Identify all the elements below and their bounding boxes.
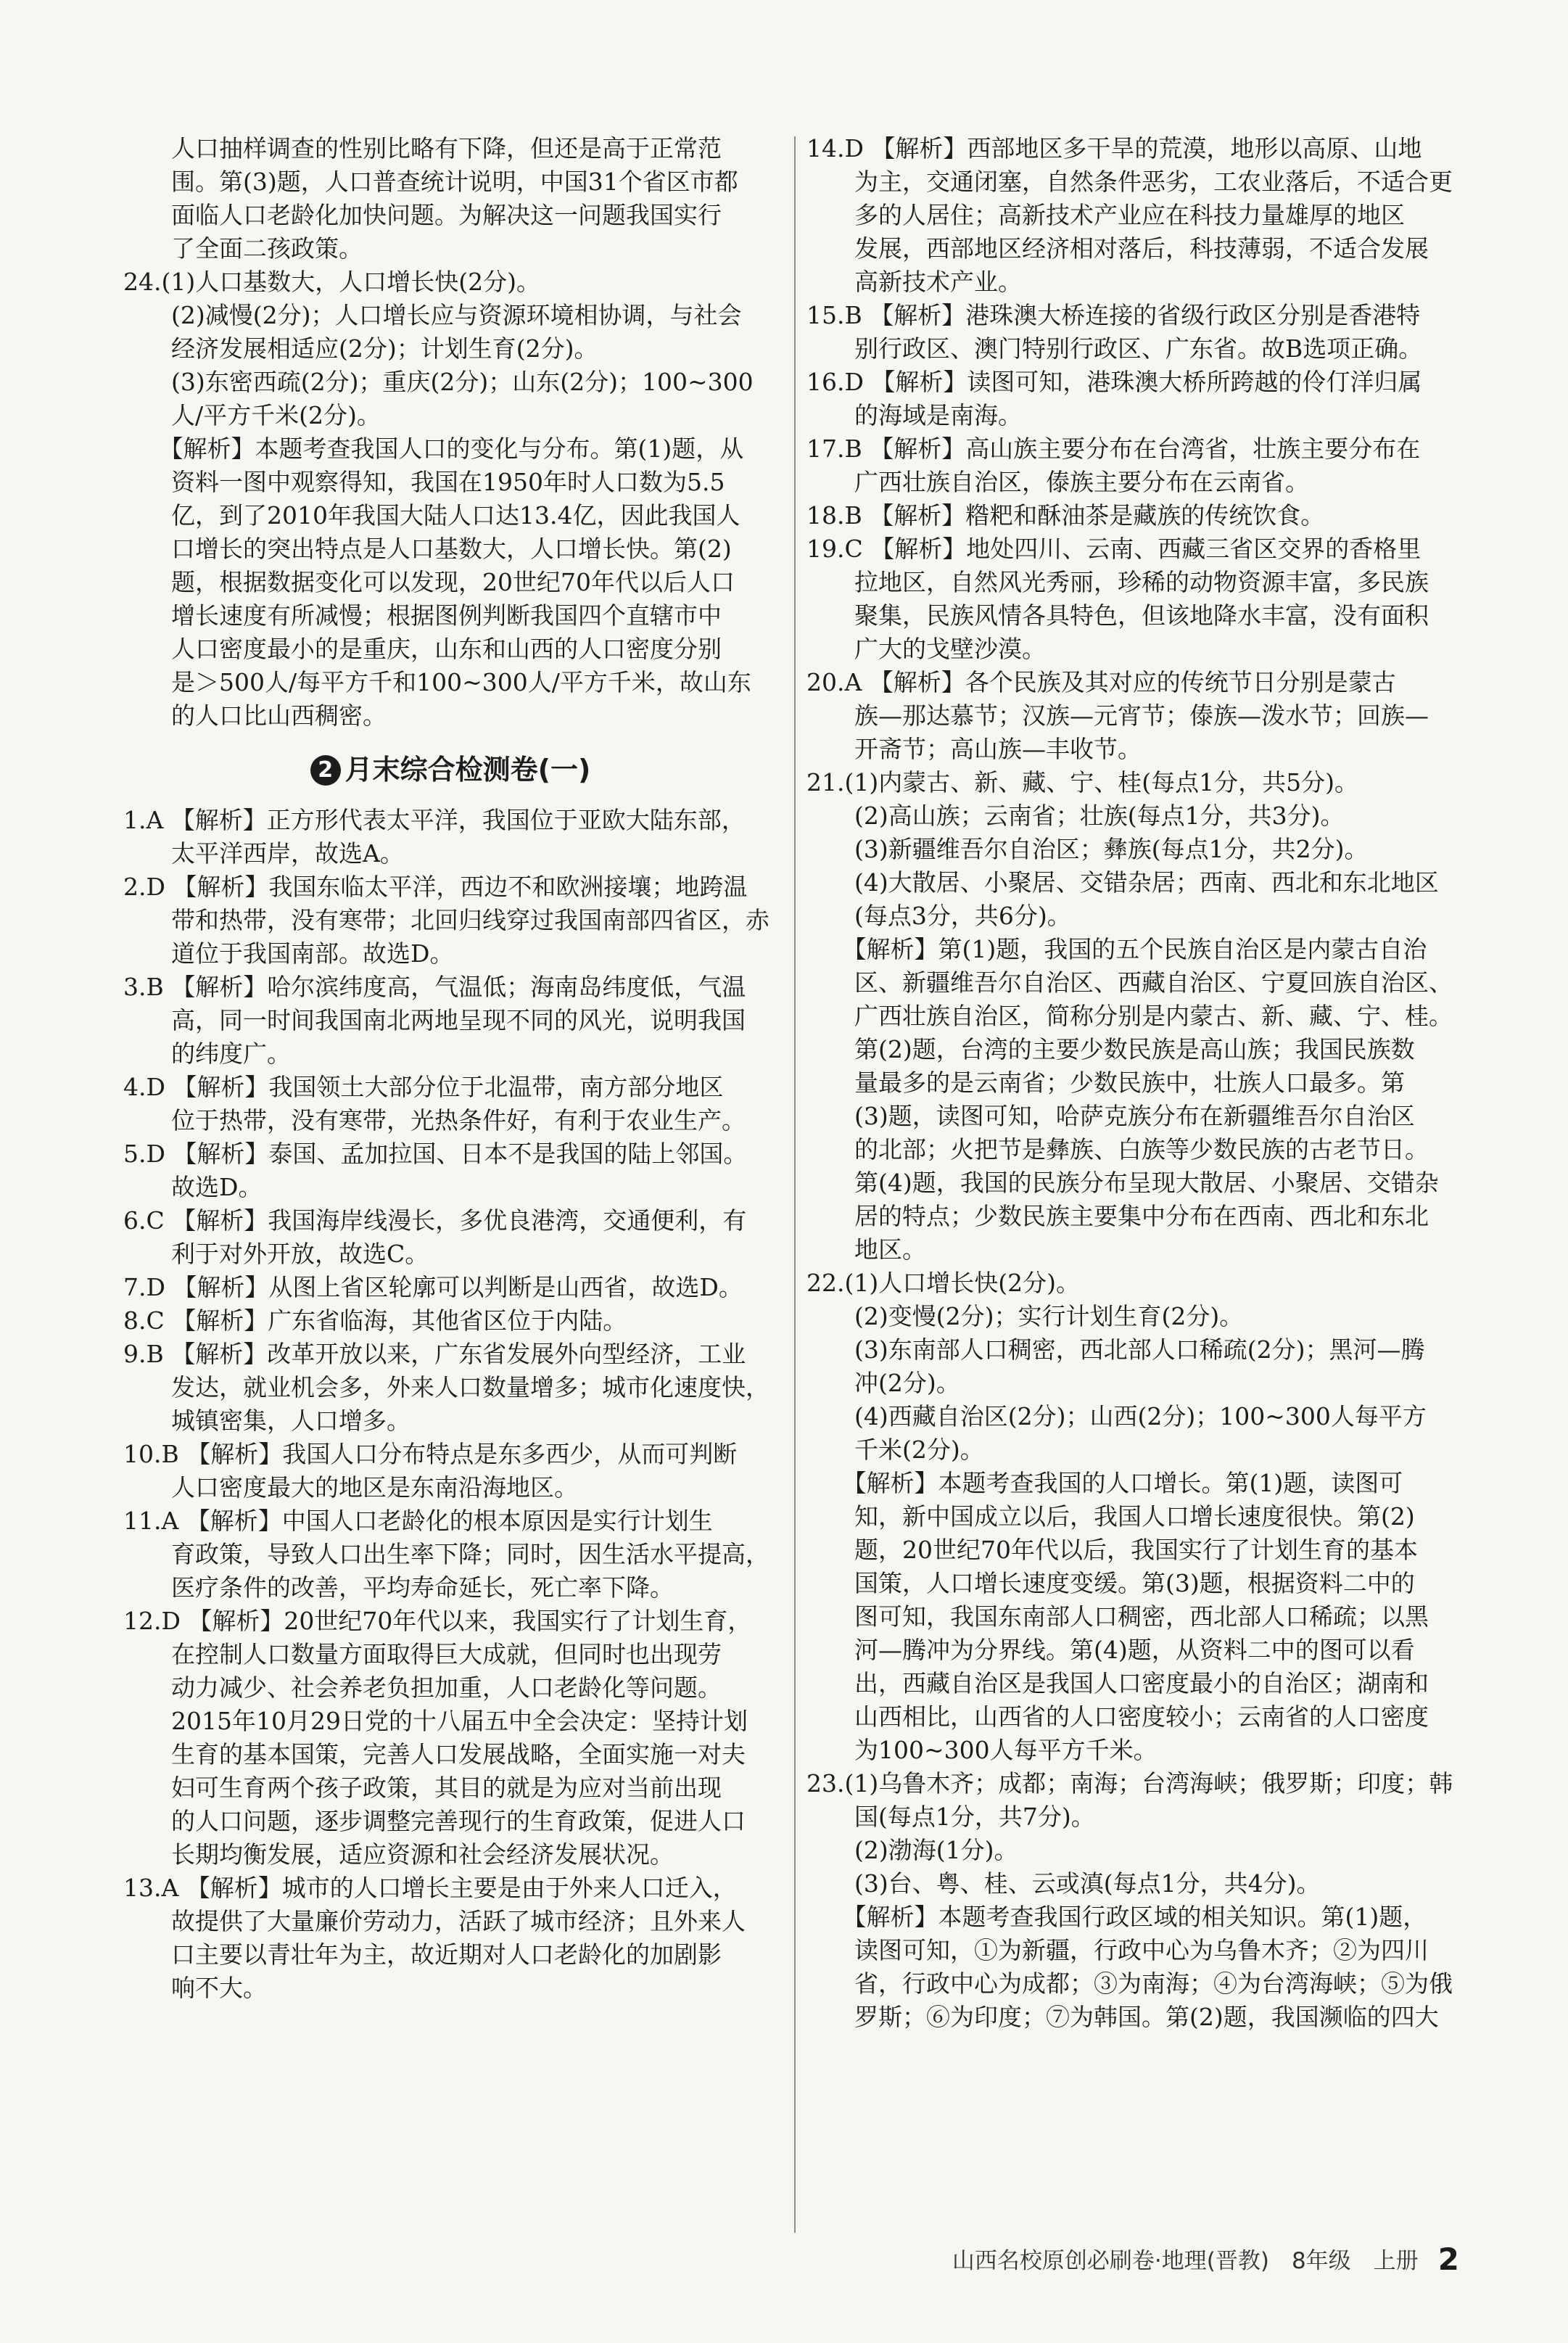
text-line: 17.B 【解析】高山族主要分布在台湾省，壮族主要分布在 — [806, 435, 1421, 463]
text-line: 聚集，民族风情各具特色，但该地降水丰富，没有面积 — [806, 601, 1429, 630]
text-line: 冲(2分)。 — [806, 1369, 960, 1397]
text-line: 广西壮族自治区，傣族主要分布在云南省。 — [806, 468, 1309, 496]
text-line: 在控制人口数量方面取得巨大成就，但同时也出现劳 — [123, 1640, 722, 1668]
text-line: 资料一图中观察得知，我国在1950年时人口数为5.5 — [123, 468, 725, 496]
text-line: (3)新疆维吾尔自治区；彝族(每点1分，共2分)。 — [806, 835, 1369, 863]
text-line: 育政策，导致人口出生率下降；同时，因生活水平提高， — [123, 1540, 769, 1568]
footer-book-title: 山西名校原创必刷卷·地理(晋教) 8年级 上册 — [952, 2248, 1419, 2274]
text-line: 广西壮族自治区，简称分别是内蒙古、新、藏、宁、桂。 — [806, 1002, 1453, 1030]
text-line: 的人口问题，逐步调整完善现行的生育政策，促进人口 — [123, 1807, 746, 1835]
text-line: (2)变慢(2分)；实行计划生育(2分)。 — [806, 1302, 1244, 1330]
text-line: 长期均衡发展，适应资源和社会经济发展状况。 — [123, 1840, 674, 1869]
text-line: 2.D 【解析】我国东临太平洋，西边不和欧洲接壤；地跨温 — [123, 873, 748, 901]
text-line: (3)东南部人口稠密，西北部人口稀疏(2分)；黑河—腾 — [806, 1335, 1425, 1364]
text-line: 响不大。 — [123, 1974, 267, 2002]
text-line: 图可知，我国东南部人口稠密，西北部人口稀疏；以黑 — [806, 1602, 1429, 1631]
text-line: 动力减少、社会养老负担加重，人口老龄化等问题。 — [123, 1673, 722, 1702]
text-line: 广大的戈壁沙漠。 — [806, 635, 1046, 663]
text-line: 开斋节；高山族—丰收节。 — [806, 735, 1142, 763]
text-line: 医疗条件的改善，平均寿命延长，死亡率下降。 — [123, 1573, 674, 1602]
text-line: 了全面二孩政策。 — [123, 234, 363, 263]
text-line: 为主，交通闭塞，自然条件恶劣，工农业落后，不适合更 — [806, 168, 1453, 196]
text-line: 人口抽样调查的性别比略有下降，但还是高于正常范 — [123, 134, 722, 162]
text-line: 围。第(3)题，人口普查统计说明，中国31个省区市都 — [123, 168, 738, 196]
section-title-text: 月末综合检测卷(一) — [344, 754, 591, 786]
text-line: (3)东密西疏(2分)；重庆(2分)；山东(2分)；100~300 — [123, 368, 754, 396]
text-line: 太平洋西岸，故选A。 — [123, 839, 404, 868]
text-line: 量最多的是云南省；少数民族中，壮族人口最多。第 — [806, 1068, 1405, 1097]
text-line: 18.B 【解析】糌粑和酥油茶是藏族的传统饮食。 — [806, 501, 1325, 530]
text-line: 千米(2分)。 — [806, 1436, 984, 1464]
text-line: 4.D 【解析】我国领土大部分位于北温带，南方部分地区 — [123, 1073, 724, 1101]
text-line: 14.D 【解析】西部地区多干旱的荒漠，地形以高原、山地 — [806, 134, 1422, 162]
text-line: 罗斯；⑥为印度；⑦为韩国。第(2)题，我国濒临的四大 — [806, 2003, 1439, 2031]
text-line: 增长速度有所减慢；根据图例判断我国四个直辖市中 — [123, 601, 722, 630]
text-line: 口主要以青壮年为主，故近期对人口老龄化的加剧影 — [123, 1940, 722, 1969]
text-line: 国(每点1分，共7分)。 — [806, 1803, 1095, 1831]
text-line: 经济发展相适应(2分)；计划生育(2分)。 — [123, 334, 598, 363]
text-line: 【解析】本题考查我国行政区域的相关知识。第(1)题， — [806, 1903, 1427, 1931]
text-line: 发展，西部地区经济相对落后，科技薄弱，不适合发展 — [806, 234, 1429, 263]
text-line: 第(4)题，我国的民族分布呈现大散居、小聚居、交错杂 — [806, 1169, 1439, 1197]
text-line: 面临人口老龄化加快问题。为解决这一问题我国实行 — [123, 201, 722, 229]
text-line: 族—那达慕节；汉族—元宵节；傣族—泼水节；回族— — [806, 701, 1429, 730]
text-line: (3)题，读图可知，哈萨克族分布在新疆维吾尔自治区 — [806, 1102, 1415, 1130]
page-footer — [879, 2241, 1459, 2278]
text-line: 城镇密集，人口增多。 — [123, 1407, 410, 1435]
text-line: 高新技术产业。 — [806, 268, 1022, 296]
text-line: 道位于我国南部。故选D。 — [123, 939, 454, 968]
text-line: 22.(1)人口增长快(2分)。 — [806, 1269, 1080, 1297]
text-line: 题，根据数据变化可以发现，20世纪70年代以后人口 — [123, 568, 735, 596]
text-line: 15.B 【解析】港珠澳大桥连接的省级行政区分别是香港特 — [806, 301, 1421, 329]
page-number: 2 — [1437, 2241, 1459, 2277]
text-line: 带和热带，没有寒带；北回归线穿过我国南部四省区，赤 — [123, 906, 769, 934]
text-line: 的北部；火把节是彝族、白族等少数民族的古老节日。 — [806, 1135, 1429, 1164]
text-line: 故选D。 — [123, 1173, 263, 1201]
text-line: 高，同一时间我国南北两地呈现不同的风光，说明我国 — [123, 1006, 746, 1034]
text-line: 【解析】第(1)题，我国的五个民族自治区是内蒙古自治 — [806, 935, 1427, 963]
text-line: 河—腾冲为分界线。第(4)题，从资料二中的图可以看 — [806, 1636, 1415, 1664]
text-line: 3.B 【解析】哈尔滨纬度高，气温低；海南岛纬度低，气温 — [123, 973, 746, 1001]
text-line: 山西相比，山西省的人口密度较小；云南省的人口密度 — [806, 1702, 1429, 1731]
text-line: (3)台、粤、桂、云或滇(每点1分，共4分)。 — [806, 1869, 1321, 1898]
text-line: 7.D 【解析】从图上省区轮廓可以判断是山西省，故选D。 — [123, 1273, 743, 1301]
text-line: (2)渤海(1分)。 — [806, 1836, 1018, 1864]
text-line: 第(2)题，台湾的主要少数民族是高山族；我国民族数 — [806, 1035, 1415, 1063]
text-line: 6.C 【解析】我国海岸线漫长，多优良港湾，交通便利，有 — [123, 1206, 747, 1235]
text-line: 16.D 【解析】读图可知，港珠澳大桥所跨越的伶仃洋归属 — [806, 368, 1422, 396]
text-line: 地区。 — [806, 1235, 926, 1264]
text-line: 读图可知，①为新疆，行政中心为乌鲁木齐；②为四川 — [806, 1936, 1429, 1964]
text-line: 1.A 【解析】正方形代表太平洋，我国位于亚欧大陆东部， — [123, 806, 746, 834]
text-line: (4)西藏自治区(2分)；山西(2分)；100~300人每平方 — [806, 1402, 1427, 1430]
text-line: 发达，就业机会多，外来人口数量增多；城市化速度快， — [123, 1373, 769, 1401]
text-line: 人/平方千米(2分)。 — [123, 401, 381, 429]
text-line: 出，西藏自治区是我国人口密度最小的自治区；湖南和 — [806, 1669, 1429, 1697]
text-line: 多的人居住；高新技术产业应在科技力量雄厚的地区 — [806, 201, 1405, 229]
text-line: 省，行政中心为成都；③为南海；④为台湾海峡；⑤为俄 — [806, 1969, 1453, 1998]
text-line: 生育的基本国策，完善人口发展战略，全面实施一对夫 — [123, 1740, 746, 1768]
text-line: 妇可生育两个孩子政策，其目的就是为应对当前出现 — [123, 1774, 722, 1802]
right-column — [806, 132, 1459, 2034]
text-line: 是＞500人/每平方千和100~300人/平方千米，故山东 — [123, 668, 751, 696]
text-line: 人口密度最大的地区是东南沿海地区。 — [123, 1473, 578, 1502]
text-line: 5.D 【解析】泰国、孟加拉国、日本不是我国的陆上邻国。 — [123, 1140, 748, 1168]
text-line: 别行政区、澳门特别行政区、广东省。故B选项正确。 — [806, 334, 1423, 363]
text-line: 2015年10月29日党的十八届五中全会决定：坚持计划 — [123, 1707, 748, 1735]
text-line: 11.A 【解析】中国人口老龄化的根本原因是实行计划生 — [123, 1507, 713, 1535]
text-line: 20.A 【解析】各个民族及其对应的传统节日分别是蒙古 — [806, 668, 1396, 696]
text-line: 24.(1)人口基数大，人口增长快(2分)。 — [123, 268, 540, 296]
text-line: (每点3分，共6分)。 — [806, 902, 1071, 930]
text-line: 人口密度最小的是重庆，山东和山西的人口密度分别 — [123, 635, 722, 663]
text-line: 10.B 【解析】我国人口分布特点是东多西少，从而可判断 — [123, 1440, 738, 1468]
text-line: 【解析】本题考查我国的人口增长。第(1)题，读图可 — [806, 1469, 1403, 1497]
text-line: 亿，到了2010年我国大陆人口达13.4亿，因此我国人 — [123, 501, 740, 530]
text-line: 区、新疆维吾尔自治区、西藏自治区、宁夏回族自治区、 — [806, 968, 1453, 997]
text-line: 故提供了大量廉价劳动力，活跃了城市经济；且外来人 — [123, 1907, 746, 1935]
text-line: 23.(1)乌鲁木齐；成都；南海；台湾海峡；俄罗斯；印度；韩 — [806, 1769, 1453, 1798]
text-line: 利于对外开放，故选C。 — [123, 1240, 429, 1268]
text-line: 知，新中国成立以后，我国人口增长速度很快。第(2) — [806, 1502, 1415, 1531]
text-line: 12.D 【解析】20世纪70年代以来，我国实行了计划生育， — [123, 1607, 752, 1635]
text-line: 21.(1)内蒙古、新、藏、宁、桂(每点1分，共5分)。 — [806, 768, 1358, 796]
text-line: 拉地区，自然风光秀丽，珍稀的动物资源丰富，多民族 — [806, 568, 1429, 596]
section-number-badge: 2 — [310, 755, 341, 786]
text-line: 口增长的突出特点是人口基数大，人口增长快。第(2) — [123, 535, 732, 563]
left-column — [123, 132, 777, 2005]
text-line: (2)减慢(2分)；人口增长应与资源环境相协调，与社会 — [123, 301, 742, 329]
text-line: (2)高山族；云南省；壮族(每点1分，共3分)。 — [806, 802, 1345, 830]
text-line: 位于热带，没有寒带，光热条件好，有利于农业生产。 — [123, 1106, 746, 1135]
text-line: 13.A 【解析】城市的人口增长主要是由于外来人口迁入， — [123, 1874, 737, 1902]
text-line: 8.C 【解析】广东省临海，其他省区位于内陆。 — [123, 1306, 627, 1335]
text-line: 19.C 【解析】地处四川、云南、西藏三省区交界的香格里 — [806, 535, 1421, 563]
text-line: 题，20世纪70年代以后，我国实行了计划生育的基本 — [806, 1536, 1418, 1564]
text-line: 9.B 【解析】改革开放以来，广东省发展外向型经济，工业 — [123, 1340, 746, 1368]
text-line: 为100~300人每平方千米。 — [806, 1736, 1158, 1764]
text-line: 【解析】本题考查我国人口的变化与分布。第(1)题，从 — [123, 435, 744, 463]
text-line: 国策，人口增长速度变缓。第(3)题，根据资料二中的 — [806, 1569, 1415, 1597]
text-line: 居的特点；少数民族主要集中分布在西南、西北和东北 — [806, 1202, 1429, 1230]
section-title — [123, 746, 777, 794]
text-line: (4)大散居、小聚居、交错杂居；西南、西北和东北地区 — [806, 868, 1439, 897]
text-line: 的人口比山西稠密。 — [123, 701, 387, 730]
text-line: 的海域是南海。 — [806, 401, 1022, 429]
column-divider — [794, 136, 796, 2233]
text-line: 的纬度广。 — [123, 1039, 291, 1068]
